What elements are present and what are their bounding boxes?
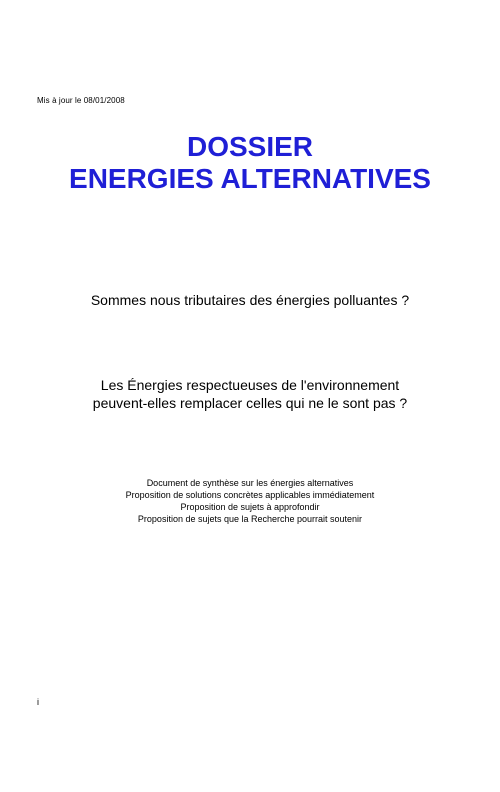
question-1-text: Sommes nous tributaires des énergies polluantes ? (90, 292, 410, 308)
page-number: i (37, 697, 39, 707)
title-line-1: DOSSIER (186, 131, 314, 162)
summary-item: Document de synthèse sur les énergies alternatives (146, 478, 354, 488)
summary-item: Proposition de solutions concrètes applicables immédiatement (125, 490, 375, 500)
question-2-line-1: Les Énergies respectueuses de l'environnement (100, 377, 400, 393)
question-2 (0, 376, 500, 412)
question-2-line-2: peuvent-elles remplacer celles qui ne le sont pas ? (92, 395, 408, 411)
summary-item: Proposition de sujets à approfondir (180, 502, 320, 512)
summary-list (0, 477, 500, 525)
document-title (0, 131, 500, 195)
summary-item: Proposition de sujets que la Recherche pourrait soutenir (137, 514, 363, 524)
update-date: Mis à jour le 08/01/2008 (37, 96, 125, 105)
title-line-2: ENERGIES ALTERNATIVES (69, 163, 431, 194)
question-1 (0, 291, 500, 309)
